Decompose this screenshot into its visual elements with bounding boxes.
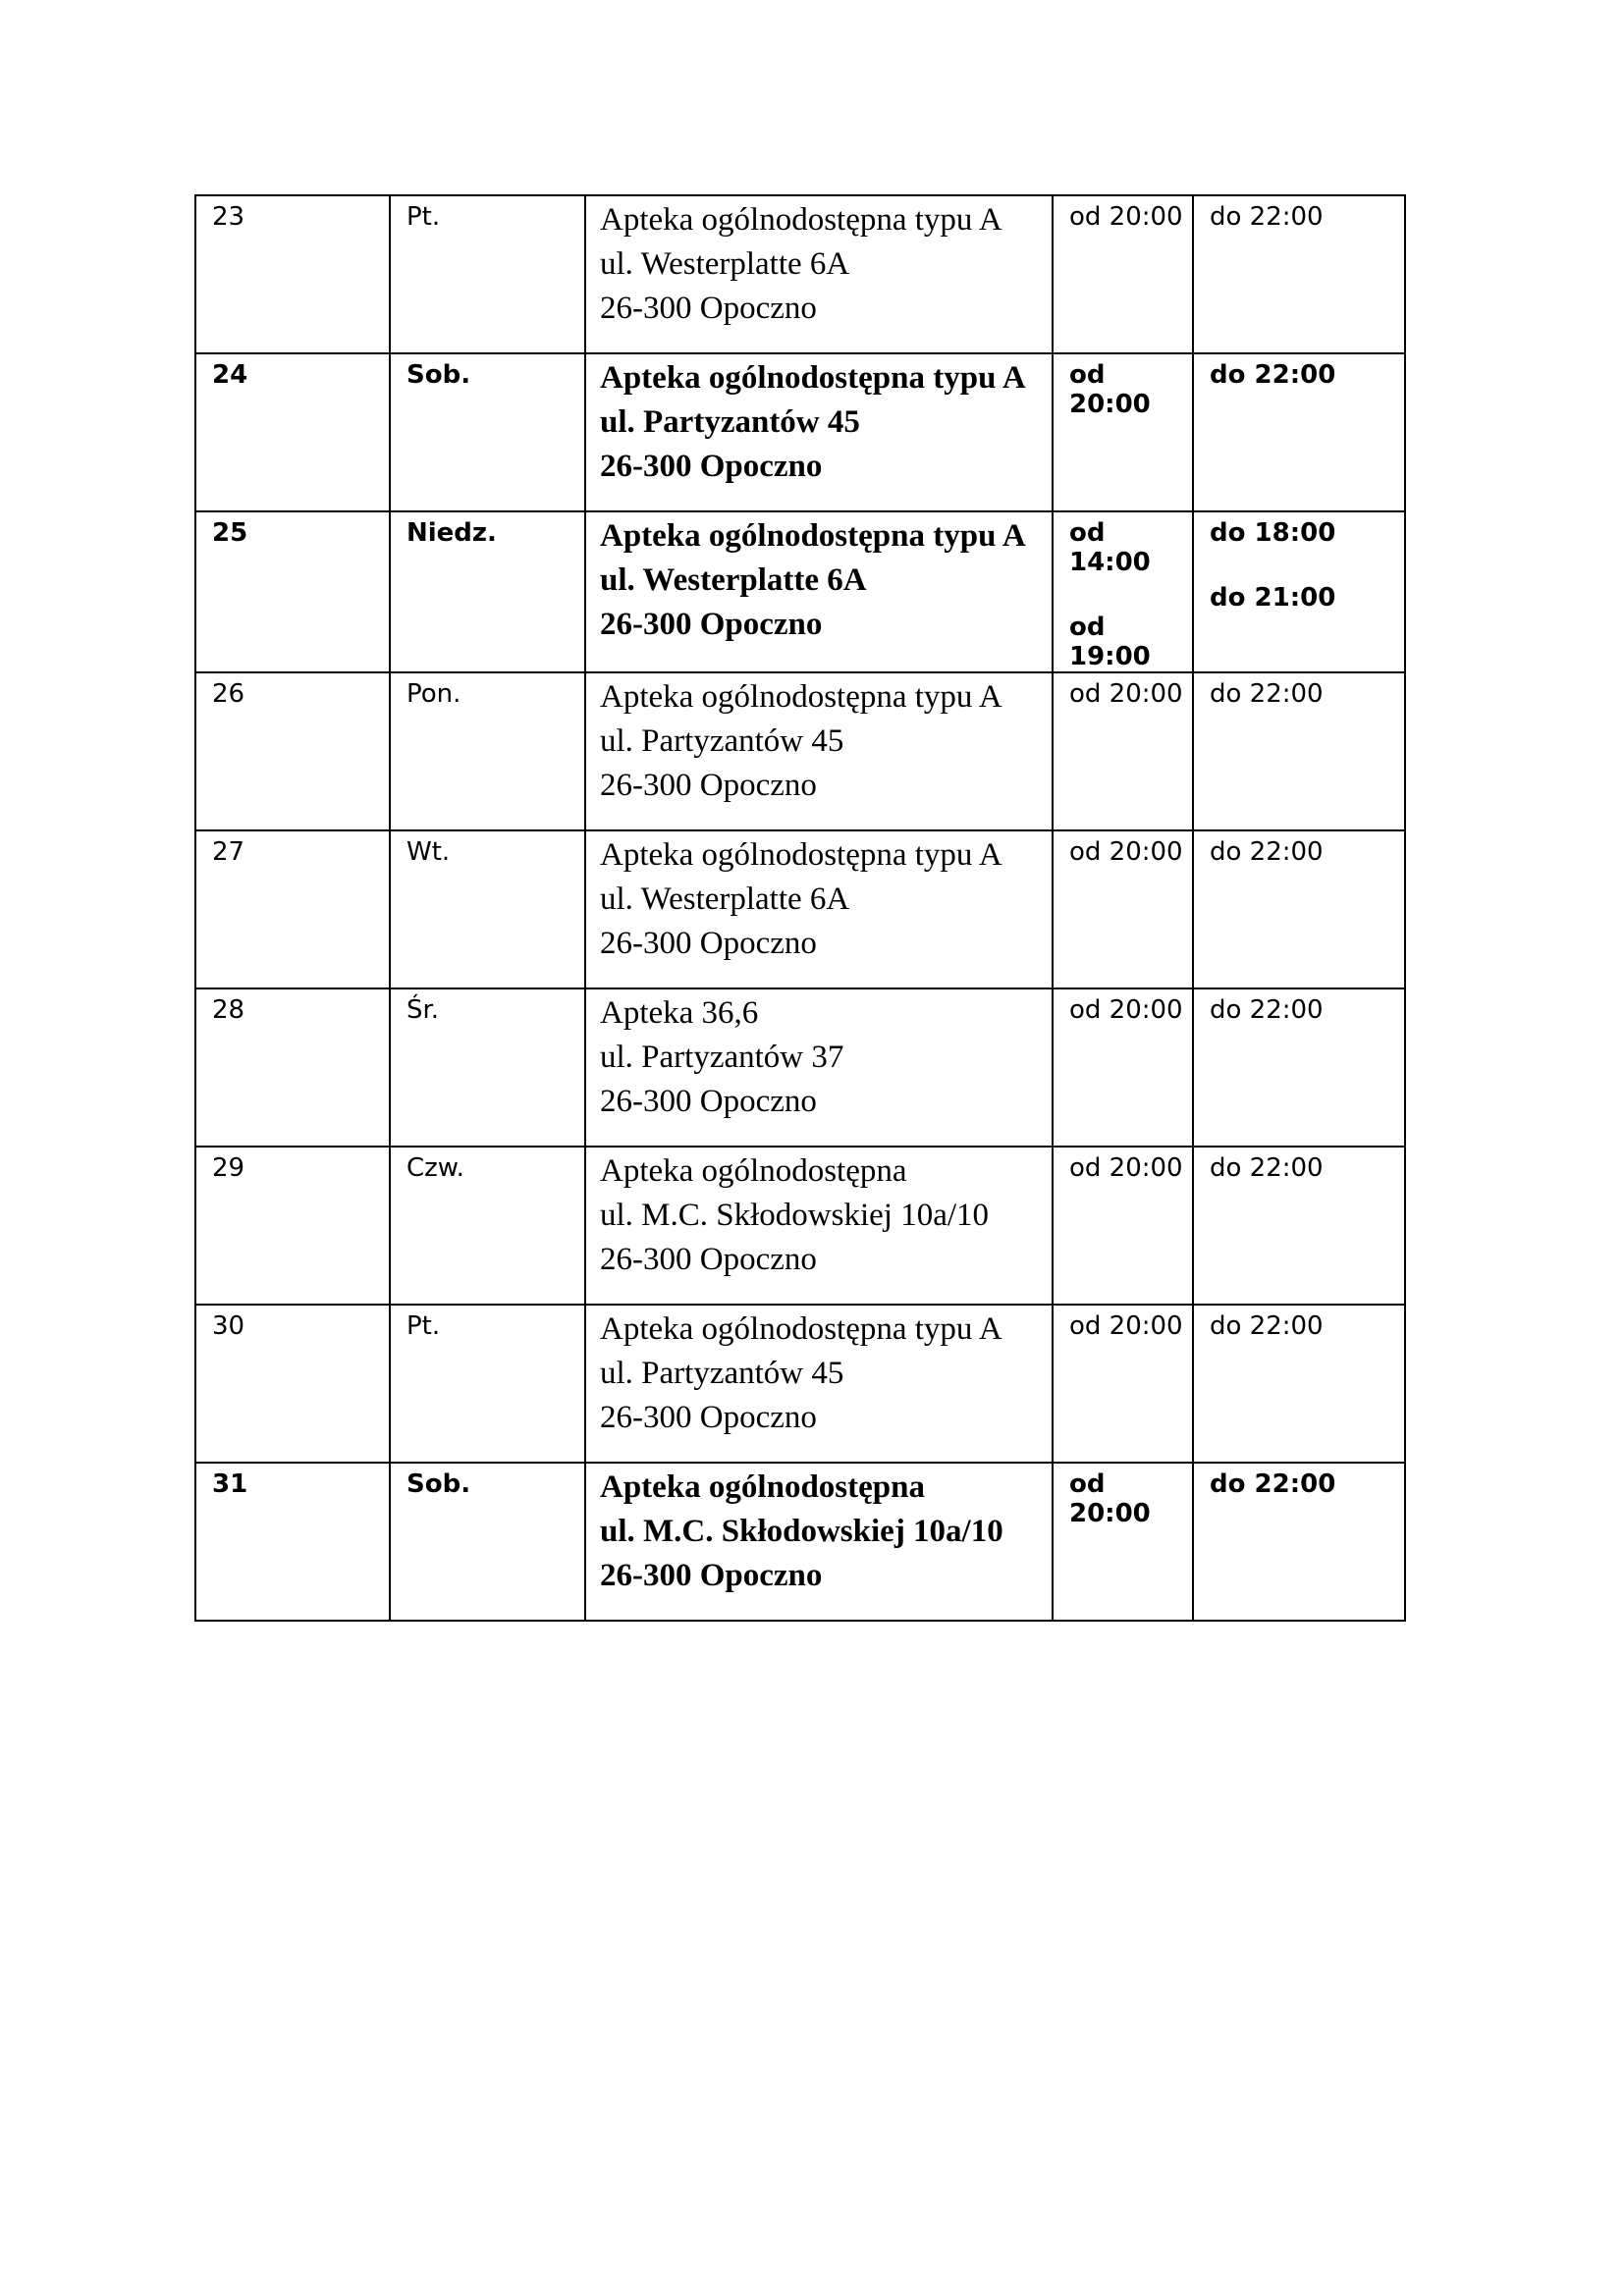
closing-time: do 22:00 bbox=[1210, 1469, 1336, 1499]
day-number-cell: 24 bbox=[195, 353, 390, 511]
pharmacy-name: Apteka ogólnodostępna typu A bbox=[600, 360, 1026, 396]
pharmacy-cell bbox=[585, 511, 1053, 672]
pharmacy-cell bbox=[585, 1305, 1053, 1463]
opening-time: od 20:00 bbox=[1069, 837, 1183, 867]
opening-time-cell bbox=[1053, 988, 1193, 1147]
pharmacy-street: ul. M.C. Skłodowskiej 10a/10 bbox=[600, 1198, 990, 1233]
table-row bbox=[195, 1147, 1405, 1305]
opening-time-cell bbox=[1053, 1463, 1193, 1621]
day-number-cell: 31 bbox=[195, 1463, 390, 1621]
day-number-cell: 25 bbox=[195, 511, 390, 672]
pharmacy-cell bbox=[585, 672, 1053, 830]
pharmacy-city: 26-300 Opoczno bbox=[600, 1558, 823, 1593]
table-row bbox=[195, 1463, 1405, 1621]
closing-time-cell bbox=[1193, 988, 1405, 1147]
closing-time: do 21:00 bbox=[1210, 583, 1336, 613]
opening-time: od 20:00 bbox=[1069, 995, 1183, 1025]
pharmacy-city: 26-300 Opoczno bbox=[600, 449, 823, 484]
pharmacy-street: ul. Partyzantów 45 bbox=[600, 404, 860, 440]
opening-time: od 20:00 bbox=[1069, 1153, 1183, 1183]
opening-time: od 20:00 bbox=[1069, 360, 1151, 419]
opening-time-cell bbox=[1053, 195, 1193, 353]
closing-time: do 22:00 bbox=[1210, 837, 1324, 867]
pharmacy-city: 26-300 Opoczno bbox=[600, 926, 817, 961]
weekday-cell: Pt. bbox=[390, 1305, 585, 1463]
pharmacy-name: Apteka ogólnodostępna typu A bbox=[600, 518, 1026, 554]
weekday-cell: Sob. bbox=[390, 353, 585, 511]
opening-time-cell bbox=[1053, 1147, 1193, 1305]
table-row bbox=[195, 1305, 1405, 1463]
day-number-cell: 28 bbox=[195, 988, 390, 1147]
pharmacy-street: ul. Partyzantów 45 bbox=[600, 1356, 844, 1391]
closing-time-cell bbox=[1193, 1147, 1405, 1305]
opening-time-cell bbox=[1053, 353, 1193, 511]
closing-time-cell bbox=[1193, 830, 1405, 988]
closing-time: do 22:00 bbox=[1210, 995, 1324, 1025]
pharmacy-city: 26-300 Opoczno bbox=[600, 1084, 817, 1119]
table-row bbox=[195, 353, 1405, 511]
opening-time: od 20:00 bbox=[1069, 1469, 1151, 1528]
pharmacy-name: Apteka ogólnodostępna typu A bbox=[600, 837, 1002, 873]
pharmacy-name: Apteka ogólnodostępna typu A bbox=[600, 679, 1002, 715]
closing-time: do 18:00 bbox=[1210, 518, 1336, 548]
weekday-cell: Wt. bbox=[390, 830, 585, 988]
weekday-cell: Śr. bbox=[390, 988, 585, 1147]
pharmacy-street: ul. Partyzantów 37 bbox=[600, 1040, 844, 1075]
opening-time-cell bbox=[1053, 830, 1193, 988]
closing-time-cell bbox=[1193, 195, 1405, 353]
table-row bbox=[195, 830, 1405, 988]
closing-time: do 22:00 bbox=[1210, 202, 1324, 232]
day-number-cell: 26 bbox=[195, 672, 390, 830]
weekday-cell: Pon. bbox=[390, 672, 585, 830]
opening-time: od 20:00 bbox=[1069, 679, 1183, 709]
pharmacy-street: ul. M.C. Skłodowskiej 10a/10 bbox=[600, 1514, 1003, 1549]
day-number-cell: 30 bbox=[195, 1305, 390, 1463]
pharmacy-cell bbox=[585, 353, 1053, 511]
pharmacy-city: 26-300 Opoczno bbox=[600, 1400, 817, 1435]
closing-time-cell bbox=[1193, 1463, 1405, 1621]
pharmacy-city: 26-300 Opoczno bbox=[600, 607, 823, 642]
closing-time-cell bbox=[1193, 1305, 1405, 1463]
weekday-cell: Niedz. bbox=[390, 511, 585, 672]
closing-time-cell bbox=[1193, 511, 1405, 672]
opening-time-cell bbox=[1053, 672, 1193, 830]
pharmacy-duty-table bbox=[194, 194, 1406, 1622]
pharmacy-name: Apteka 36,6 bbox=[600, 995, 759, 1031]
pharmacy-street: ul. Westerplatte 6A bbox=[600, 246, 850, 282]
pharmacy-name: Apteka ogólnodostępna bbox=[600, 1153, 907, 1189]
table-row bbox=[195, 988, 1405, 1147]
opening-time-cell bbox=[1053, 1305, 1193, 1463]
pharmacy-street: ul. Westerplatte 6A bbox=[600, 562, 867, 598]
pharmacy-name: Apteka ogólnodostępna typu A bbox=[600, 1311, 1002, 1347]
closing-time: do 22:00 bbox=[1210, 1311, 1324, 1341]
pharmacy-street: ul. Partyzantów 45 bbox=[600, 723, 844, 759]
pharmacy-city: 26-300 Opoczno bbox=[600, 768, 817, 803]
opening-time: od 14:00 bbox=[1069, 518, 1151, 577]
pharmacy-cell bbox=[585, 195, 1053, 353]
closing-time: do 22:00 bbox=[1210, 360, 1336, 390]
day-number-cell: 27 bbox=[195, 830, 390, 988]
day-number-cell: 23 bbox=[195, 195, 390, 353]
weekday-cell: Pt. bbox=[390, 195, 585, 353]
table-row bbox=[195, 672, 1405, 830]
pharmacy-city: 26-300 Opoczno bbox=[600, 1242, 817, 1277]
closing-time-cell bbox=[1193, 672, 1405, 830]
pharmacy-cell bbox=[585, 988, 1053, 1147]
pharmacy-city: 26-300 Opoczno bbox=[600, 291, 817, 326]
pharmacy-name: Apteka ogólnodostępna typu A bbox=[600, 202, 1002, 238]
closing-time: do 22:00 bbox=[1210, 1153, 1324, 1183]
weekday-cell: Czw. bbox=[390, 1147, 585, 1305]
opening-time-cell bbox=[1053, 511, 1193, 672]
pharmacy-cell bbox=[585, 830, 1053, 988]
pharmacy-street: ul. Westerplatte 6A bbox=[600, 881, 850, 917]
pharmacy-name: Apteka ogólnodostępna bbox=[600, 1469, 925, 1505]
closing-time-cell bbox=[1193, 353, 1405, 511]
opening-time: od 20:00 bbox=[1069, 202, 1183, 232]
closing-time: do 22:00 bbox=[1210, 679, 1324, 709]
day-number-cell: 29 bbox=[195, 1147, 390, 1305]
table-row bbox=[195, 511, 1405, 672]
opening-time: od 19:00 bbox=[1069, 613, 1151, 671]
opening-time: od 20:00 bbox=[1069, 1311, 1183, 1341]
duty-table-body bbox=[195, 195, 1405, 1621]
pharmacy-cell bbox=[585, 1463, 1053, 1621]
table-row bbox=[195, 195, 1405, 353]
weekday-cell: Sob. bbox=[390, 1463, 585, 1621]
pharmacy-cell bbox=[585, 1147, 1053, 1305]
